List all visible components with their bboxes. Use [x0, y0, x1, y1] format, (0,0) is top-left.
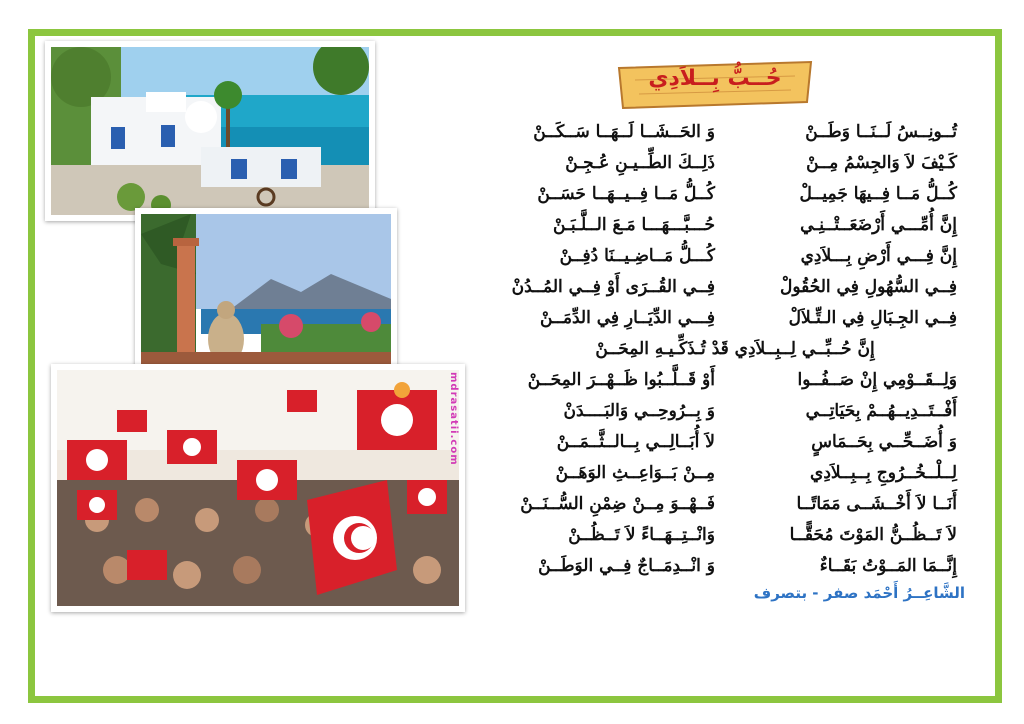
verse-row [505, 366, 965, 397]
page-frame [28, 29, 1002, 703]
verse-second-half: فَــهْــوَ مِــنْ ضِمْنِ السُّــنَــنْ [520, 494, 715, 514]
verse-row [505, 521, 965, 552]
verse-row [505, 397, 965, 428]
verse-second-half: فِـــي الدِّيَــارِ فِي الدِّمَــنْ [539, 308, 715, 328]
verse-first-half: أَفْــتَــدِيــهُــمْ بِحَيَاتِــي [805, 401, 957, 421]
verse-second-half: وَانْــتِــهَــاءً لاَ تَــظُــنْ [568, 525, 715, 545]
verse-second-half: وَ انْــدِمَــاجٌ فِــي الوَطَــنْ [538, 556, 715, 576]
verse-second-half: فِــي القُــرَى أَوْ فِــي المُــدُنْ [511, 277, 715, 297]
verse-second-half: حُـــبَّـــهَـــا مَـعَ الــلَّـبَـنْ [553, 215, 715, 235]
verse-first-half: لِــلْــخُــرُوجِ بِــبِــلاَدِي [810, 463, 957, 483]
verse-first-half: كُــلُّ مَــا فِــيهَا جَمِيــلْ [799, 184, 957, 204]
verse-first-half: كَـيْفَ لاَ وَالجِسْمُ مِــنْ [806, 153, 957, 173]
verse-row [505, 149, 965, 180]
verse-row [505, 242, 965, 273]
verse-centered-line: إِنَّ حُــبِّــي لِــبِــلاَدِي قَدْ تُـذَكِّـيـهِ المِحَــنْ [595, 339, 875, 359]
verse-first-half: أَنَــا لاَ أَخْــشَــى مَمَاتًــا [796, 494, 957, 514]
verse-row [505, 552, 965, 583]
verse-second-half: أَوْ قَــلَّــبُوا ظَــهْــرَ المِحَــنْ [527, 370, 715, 390]
photo-coast-village [45, 41, 375, 221]
verse-row [505, 490, 965, 521]
verse-second-half: كُــلُّ مَــا فِــيــهَــا حَسَــنْ [537, 184, 715, 204]
verse-first-half: لاَ تَــظُــنُّ المَوْتَ مُحَقًّــا [789, 525, 957, 545]
photo-carthage-ruins [135, 208, 397, 390]
verse-first-half: تُــونِــسُ لَــنَــا وَطَــنْ [805, 122, 957, 142]
verse-row [505, 459, 965, 490]
poet-credit: الشَّاعِــرُ أَحْمَد صفر - بتصرف [753, 584, 965, 602]
verse-row [505, 304, 965, 335]
verse-first-half: فِــي السُّهُولِ فِي الحُقُولْ [780, 277, 957, 297]
verse-second-half: لاَ أُبَــالِــي بِــالــثَّــمَــنْ [556, 432, 715, 452]
verse-second-half: كُـــلُّ مَــاضِـيــنَا دُفِــنْ [559, 246, 715, 266]
photo-crowd-flags [51, 364, 465, 612]
verse-first-half: إِنَّ فِـــي أَرْضِ بِـــلاَدِي [800, 246, 957, 266]
verse-second-half: ذَلِــكَ الطِّــيـنِ عُـجِـنْ [565, 153, 715, 173]
verse-first-half: إِنَّ أُمِّـــي أَرْضَعَــتْــنِـي [800, 215, 957, 235]
verse-second-half: مِــنْ بَــوَاعِــثِ الوَهَــنْ [555, 463, 715, 483]
title-banner [615, 58, 815, 110]
verse-first-half: وَ أُضَــحِّــي بِحَــمَاسٍ [811, 432, 957, 452]
verse-first-half: فِــي الجِـبَالِ فِي الـتِّـلاَلْ [788, 308, 957, 328]
verse-row [505, 428, 965, 459]
verse-first-half: وَلِــقَــوْمِي إِنْ صَــفُــوا [797, 370, 957, 390]
verse-row-centered [505, 335, 965, 366]
watermark-text: mdrasatii.com [448, 372, 459, 466]
verse-row [505, 273, 965, 304]
verse-row [505, 211, 965, 242]
verse-row [505, 180, 965, 211]
poem [505, 118, 965, 583]
verse-first-half: إِنَّــمَا المَــوْتُ بَقَــاءٌ [819, 556, 957, 576]
page-title: حُــبُّ بِــلاَدِي [648, 66, 782, 91]
verse-second-half: وَ الحَــشَــا لَــهَــا سَــكَــنْ [533, 122, 715, 142]
verse-second-half: وَ بِــرُوحِــي وَالبَــــدَنْ [563, 401, 715, 421]
verse-row [505, 118, 965, 149]
